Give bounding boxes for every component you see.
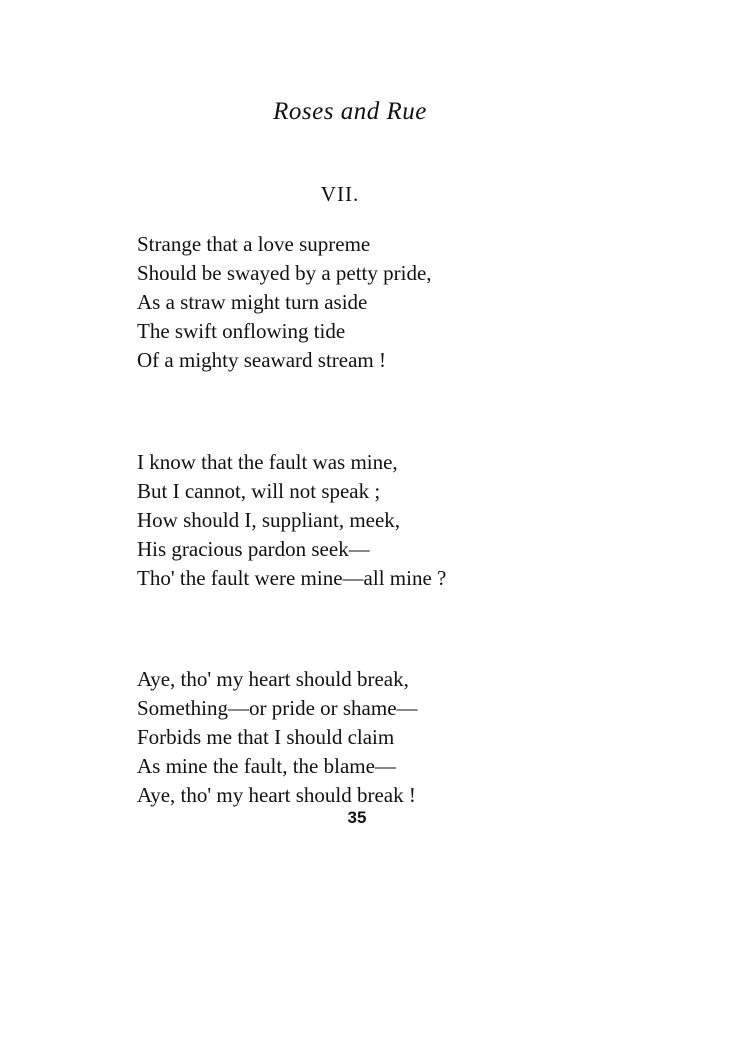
poem-line: Forbids me that I should claim [137, 725, 395, 749]
poem-line: How should I, suppliant, meek, [137, 508, 401, 532]
stanza-2 [137, 448, 446, 593]
poem-line: His gracious pardon seek— [137, 537, 370, 561]
running-head: Roses and Rue [273, 98, 427, 125]
poem-line: Tho' the fault were mine—all mine ? [137, 566, 447, 590]
stanza-3 [137, 665, 418, 810]
poem-line: As a straw might turn aside [137, 290, 368, 314]
poem-line: Strange that a love supreme [137, 232, 371, 256]
poem-line: Of a mighty seaward stream ! [137, 348, 386, 372]
poem-line: Something—or pride or shame— [137, 696, 418, 720]
poem-number: VII. [320, 182, 360, 206]
poem-line: But I cannot, will not speak ; [137, 479, 381, 503]
poem-line: Should be swayed by a petty pride, [137, 261, 432, 285]
poem-line: Aye, tho' my heart should break, [137, 667, 409, 691]
poem-line: Aye, tho' my heart should break ! [137, 783, 416, 807]
page-number: 35 [347, 808, 367, 827]
poem-line: The swift onflowing tide [137, 319, 346, 343]
poem-line: I know that the fault was mine, [137, 450, 398, 474]
poem-line: As mine the fault, the blame— [137, 754, 396, 778]
stanza-1 [137, 230, 432, 375]
